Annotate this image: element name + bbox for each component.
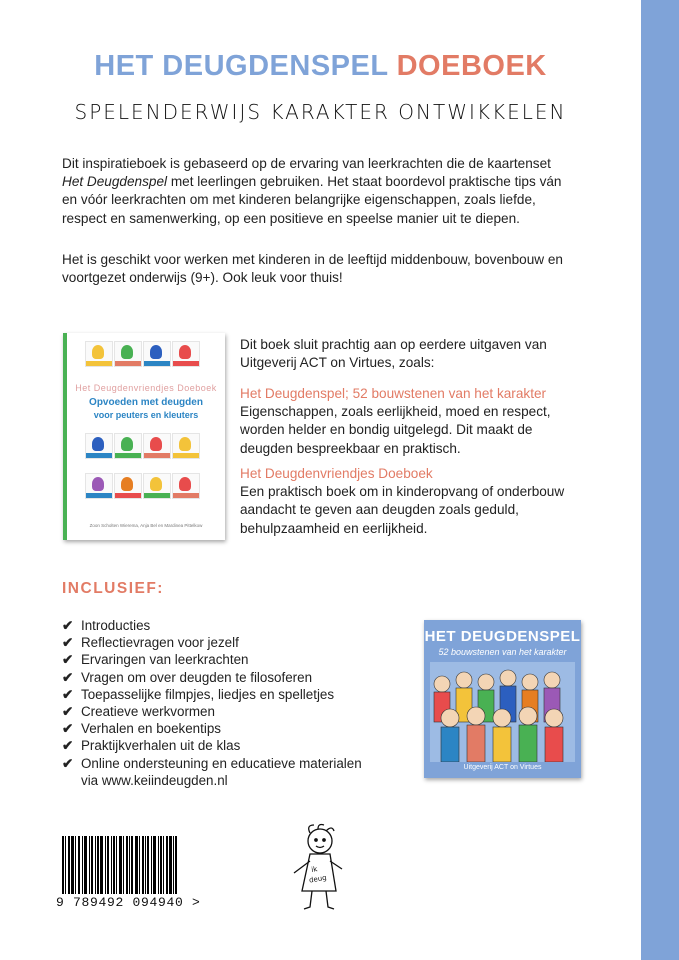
checkmark-icon: ✔ — [62, 721, 74, 737]
mini-book-title: Het Deugdenvriendjes Doeboek — [75, 383, 217, 393]
list-item — [62, 617, 362, 634]
list-item-text: Ervaringen van leerkrachten — [81, 652, 249, 668]
character-card — [172, 473, 200, 499]
list-item-text: Creatieve werkvormen — [81, 704, 215, 720]
related-book-description: Eigenschappen, zoals eerlijkheid, moed en respect, worden helder en bondig uitgelegd. Dit maakt de deugden bespreekbaar en praktisch. — [240, 404, 551, 456]
page-title — [0, 50, 641, 83]
title-part-2: DOEBOEK — [396, 50, 547, 82]
list-item-text: via www.keiindeugden.nl — [81, 772, 228, 788]
list-item — [62, 737, 362, 754]
checkmark-icon: ✔ — [62, 618, 74, 633]
intro-text-italic: Het Deugdenspel — [62, 174, 168, 190]
checkmark-icon: ✔ — [62, 738, 74, 754]
character-card — [143, 473, 171, 499]
mini-book-subtitle-2: voor peuters en kleuters — [93, 410, 199, 420]
intro-text-a: Dit inspiratieboek is gebaseerd op de ervaring van leerkrachten die de kaartenset — [62, 156, 551, 171]
list-item-text: Reflectievragen voor jezelf — [81, 635, 239, 651]
intro-paragraph-1 — [62, 155, 572, 228]
crowd-illustration — [430, 662, 575, 762]
checkmark-icon: ✔ — [62, 704, 74, 720]
character-card — [143, 433, 171, 459]
list-item — [62, 703, 362, 720]
mascot-word-1: ik — [310, 865, 318, 875]
character-card — [172, 433, 200, 459]
barcode — [62, 836, 202, 896]
checkmark-icon: ✔ — [62, 755, 74, 771]
list-item-text: Verhalen en boekentips — [81, 721, 221, 737]
character-card — [85, 473, 113, 499]
list-item-text: Online ondersteuning en educatieve materialen — [81, 755, 362, 771]
character-card — [85, 433, 113, 459]
related-book-1 — [240, 385, 580, 458]
inclusive-heading: INCLUSIEF: — [62, 580, 164, 597]
list-item-text: Vragen om over deugden te filosoferen — [81, 669, 313, 685]
checkmark-icon: ✔ — [62, 635, 74, 651]
intro-text-b: met leerlingen gebruiken. Het staat boordevol praktische tips ván en vóór leerkrachten om met kinderen belangrijke eigenschappen, zoals liefde, respect en samenwerking, op een positieve en speelse manier uit te diepen. — [62, 174, 562, 226]
list-item — [62, 686, 362, 703]
mini-book-authors: Zoon Scholten Wierema, Anja Bel en Mardinea Pittelkow — [89, 523, 203, 528]
checkmark-icon: ✔ — [62, 686, 74, 702]
checkmark-icon: ✔ — [62, 669, 74, 685]
checkmark-icon: ✔ — [62, 652, 74, 668]
mascot-illustration — [288, 823, 348, 913]
deugdenspel-subtitle: 52 bouwstenen van het karakter — [438, 647, 567, 657]
list-item-text: Praktijkverhalen uit de klas — [81, 738, 241, 754]
related-intro: Dit boek sluit prachtig aan op eerdere uitgaven van Uitgeverij ACT on Virtues, zoals: — [240, 337, 547, 371]
list-item — [62, 651, 362, 668]
page-subtitle: SPELENDERWIJS KARAKTER ONTWIKKELEN — [74, 100, 567, 124]
list-item — [62, 634, 362, 651]
related-book-title: Het Deugdenvriendjes Doeboek — [240, 466, 433, 481]
mini-book-subtitle-1: Opvoeden met deugden — [89, 397, 203, 408]
inclusive-list — [62, 617, 362, 789]
deugdenspel-publisher: Uitgeverij ACT on Virtues — [463, 764, 542, 771]
list-item-text: Introducties — [81, 618, 151, 633]
intro-paragraph-2: Het is geschikt voor werken met kinderen in de leeftijd middenbouw, bovenbouw en voortgezet onderwijs (9+). Ook leuk voor thuis! — [62, 252, 563, 286]
title-part-1: HET DEUGDENSPEL — [94, 50, 389, 82]
character-card — [85, 341, 113, 367]
list-item-text: Toepasselijke filmpjes, liedjes en spelletjes — [81, 686, 335, 702]
related-book-title: Het Deugdenspel; 52 bouwstenen van het karakter — [240, 386, 547, 401]
character-card — [114, 433, 142, 459]
deugdenvriendjes-book-cover — [63, 333, 225, 540]
list-item-continuation — [62, 772, 362, 789]
character-card — [172, 341, 200, 367]
list-item — [62, 755, 362, 772]
deugdenspel-title: HET DEUGDENSPEL — [424, 628, 581, 645]
related-book-2 — [240, 465, 580, 538]
deugdenspel-book-cover — [424, 620, 581, 778]
related-book-description: Een praktisch boek om in kinderopvang of onderbouw aandacht te geven aan deugden zoals geduld, behulpzaamheid en eerlijkheid. — [240, 484, 565, 536]
list-item — [62, 720, 362, 737]
side-stripe — [641, 0, 679, 960]
mascot-word-2: deug — [308, 873, 328, 885]
character-card — [114, 473, 142, 499]
character-card — [114, 341, 142, 367]
character-card — [143, 341, 171, 367]
list-item — [62, 669, 362, 686]
isbn-number: 9 789492 094940 > — [56, 895, 201, 910]
